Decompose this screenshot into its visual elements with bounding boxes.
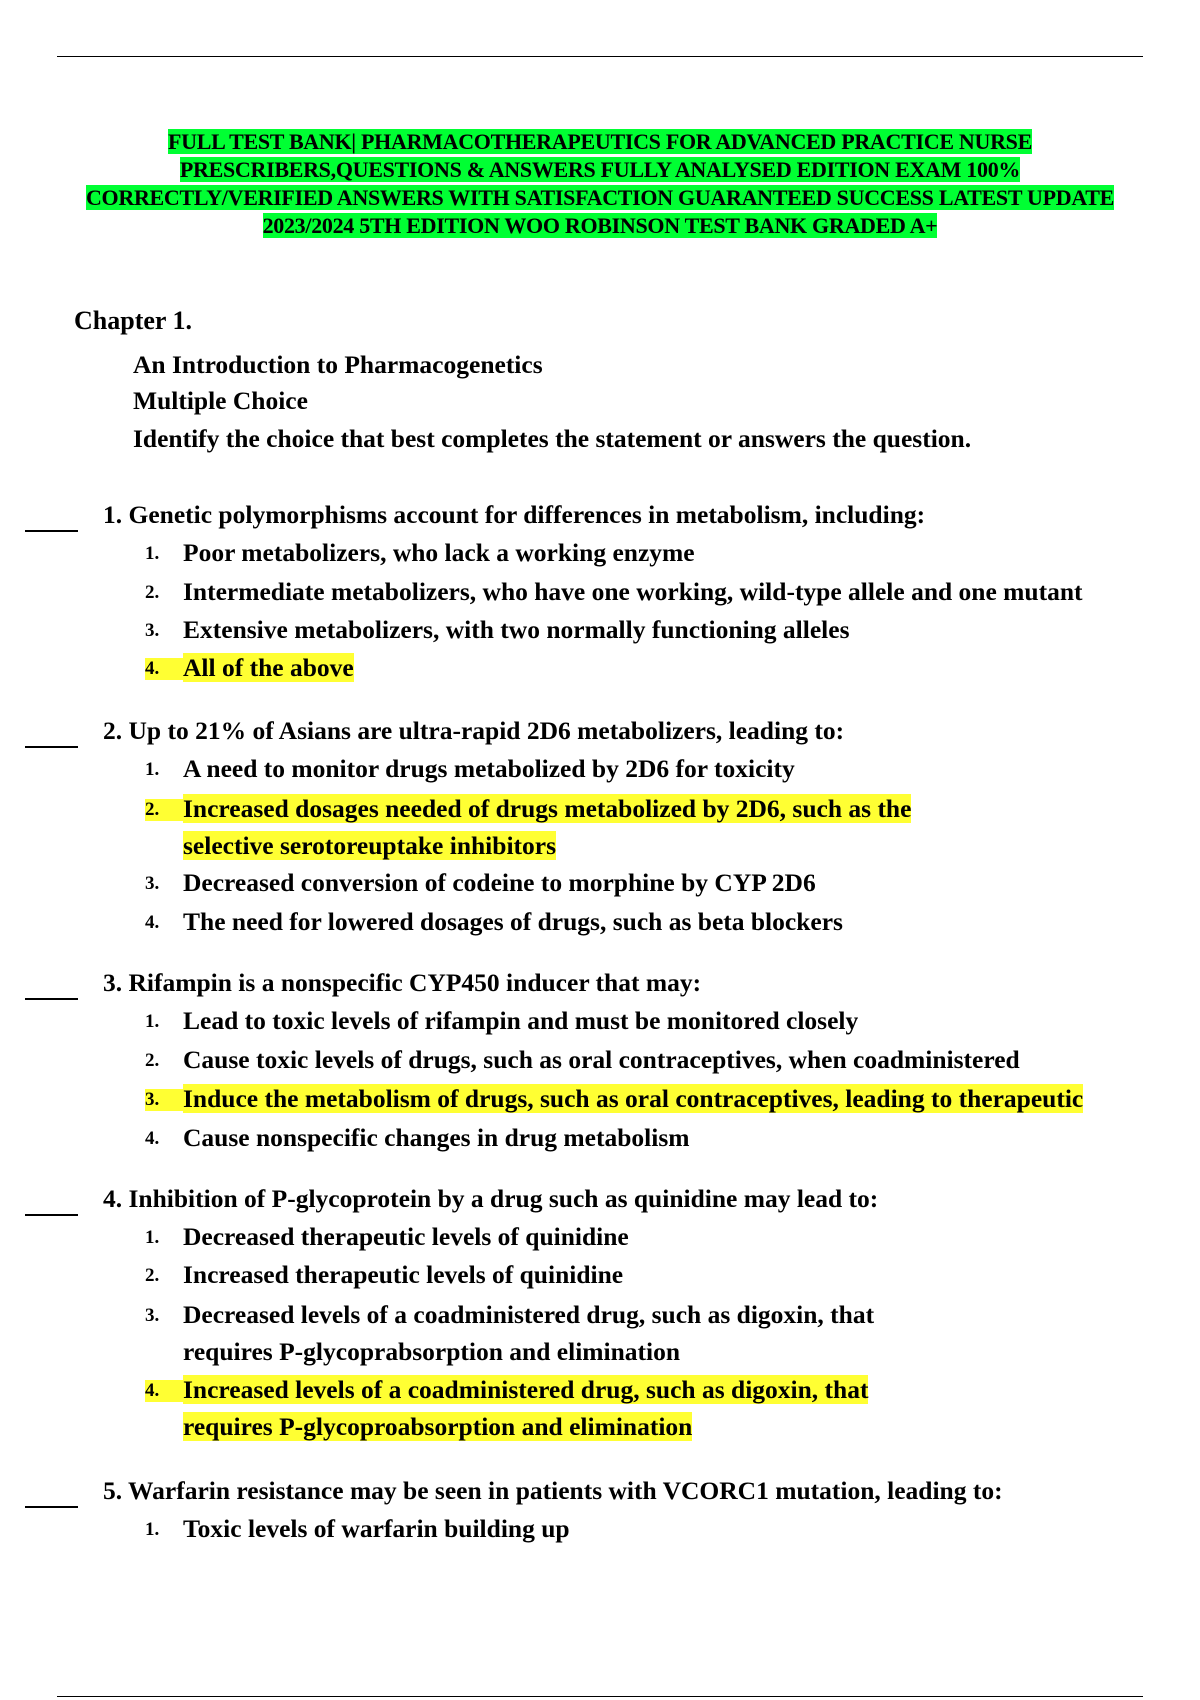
option[interactable] — [145, 1260, 623, 1290]
option-text: Intermediate metabolizers, who have one working, wild-type allele and one mutant — [183, 577, 1083, 606]
option[interactable] — [145, 538, 695, 568]
option[interactable] — [145, 577, 1083, 607]
question-stem: 3. Rifampin is a nonspecific CYP450 inducer that may: — [103, 968, 702, 997]
option[interactable] — [145, 1514, 570, 1544]
option-text: The need for lowered dosages of drugs, such as beta blockers — [183, 907, 843, 936]
option[interactable] — [145, 1045, 1020, 1075]
option-text: Poor metabolizers, who lack a working enzyme — [183, 538, 695, 567]
chapter-subtitle: An Introduction to Pharmacogenetics — [133, 350, 543, 379]
option-number: 4. — [145, 1380, 183, 1402]
answer-blank[interactable] — [25, 1214, 78, 1216]
option-text: Increased therapeutic levels of quinidine — [183, 1260, 624, 1289]
option-text-continued: selective serotoreuptake inhibitors — [183, 831, 557, 860]
section-label: Multiple Choice — [133, 386, 308, 415]
answer-blank[interactable] — [25, 1506, 78, 1508]
question-stem: 5. Warfarin resistance may be seen in patients with VCORC1 mutation, leading to: — [103, 1476, 1003, 1505]
option[interactable] — [145, 907, 843, 937]
option-text: Cause toxic levels of drugs, such as oral contraceptives, when coadministered — [183, 1045, 1020, 1074]
option-correct[interactable] — [145, 1084, 1083, 1114]
option-number: 4. — [145, 658, 183, 680]
option-text: Lead to toxic levels of rifampin and must be monitored closely — [183, 1006, 859, 1035]
answer-blank[interactable] — [25, 530, 78, 532]
option-number: 1. — [145, 543, 160, 564]
option[interactable] — [145, 1006, 858, 1036]
document-title — [0, 128, 1200, 240]
option-text: Increased levels of a coadministered drug, such as digoxin, that — [183, 1375, 869, 1404]
option[interactable] — [145, 1300, 875, 1366]
bottom-rule — [57, 1696, 1143, 1697]
title-line: 2023/2024 5TH EDITION WOO ROBINSON TEST BANK GRADED A+ — [262, 213, 938, 238]
answer-blank[interactable] — [25, 998, 78, 1000]
question-stem: 2. Up to 21% of Asians are ultra-rapid 2D6 metabolizers, leading to: — [103, 716, 845, 745]
option-number: 2. — [145, 1050, 160, 1071]
option[interactable] — [145, 754, 795, 784]
title-line: PRESCRIBERS,QUESTIONS & ANSWERS FULLY ANALYSED EDITION EXAM 100% — [179, 157, 1021, 182]
option-text: Decreased therapeutic levels of quinidine — [183, 1222, 629, 1251]
option-text: Cause nonspecific changes in drug metabolism — [183, 1123, 690, 1152]
option-number: 1. — [145, 1011, 160, 1032]
option-number: 2. — [145, 799, 183, 821]
option-number: 4. — [145, 1128, 160, 1149]
question-stem: 1. Genetic polymorphisms account for differences in metabolism, including: — [103, 500, 926, 529]
instructions: Identify the choice that best completes the statement or answers the question. — [133, 424, 972, 453]
option-text: Decreased levels of a coadministered drug, such as digoxin, that — [183, 1300, 875, 1329]
option-text-continued: requires P-glycoprabsorption and elimination — [183, 1337, 681, 1366]
option-number: 3. — [145, 873, 160, 894]
option-number: 1. — [145, 1227, 160, 1248]
option-number: 2. — [145, 582, 160, 603]
option[interactable] — [145, 1123, 690, 1153]
option-text: Extensive metabolizers, with two normally functioning alleles — [183, 615, 850, 644]
option-text: Increased dosages needed of drugs metabolized by 2D6, such as the — [183, 794, 912, 823]
option-number: 2. — [145, 1265, 160, 1286]
option-number: 3. — [145, 1089, 183, 1111]
answer-blank[interactable] — [25, 746, 78, 748]
title-line: CORRECTLY/VERIFIED ANSWERS WITH SATISFACTION GUARANTEED SUCCESS LATEST UPDATE — [85, 185, 1115, 210]
option-text-continued: requires P-glycoproabsorption and elimination — [183, 1412, 693, 1441]
option-text: Induce the metabolism of drugs, such as oral contraceptives, leading to therapeutic — [183, 1084, 1084, 1113]
option-number: 3. — [145, 620, 160, 641]
option-text: All of the above — [183, 653, 354, 682]
option-text: Toxic levels of warfarin building up — [183, 1514, 570, 1543]
option[interactable] — [145, 868, 816, 898]
option-correct[interactable] — [145, 1375, 869, 1441]
top-rule — [57, 56, 1143, 57]
option-number: 1. — [145, 759, 160, 780]
title-line: FULL TEST BANK| PHARMACOTHERAPEUTICS FOR ADVANCED PRACTICE NURSE — [168, 129, 1032, 154]
option[interactable] — [145, 1222, 629, 1252]
option-text: A need to monitor drugs metabolized by 2D6 for toxicity — [183, 754, 795, 783]
option-correct[interactable] — [145, 653, 354, 683]
chapter-heading: Chapter 1. — [74, 306, 192, 335]
option[interactable] — [145, 615, 850, 645]
option-number: 4. — [145, 912, 160, 933]
question-stem: 4. Inhibition of P-glycoprotein by a drug such as quinidine may lead to: — [103, 1184, 879, 1213]
option-number: 1. — [145, 1519, 160, 1540]
option-correct[interactable] — [145, 794, 912, 860]
option-text: Decreased conversion of codeine to morphine by CYP 2D6 — [183, 868, 816, 897]
option-number: 3. — [145, 1305, 160, 1326]
